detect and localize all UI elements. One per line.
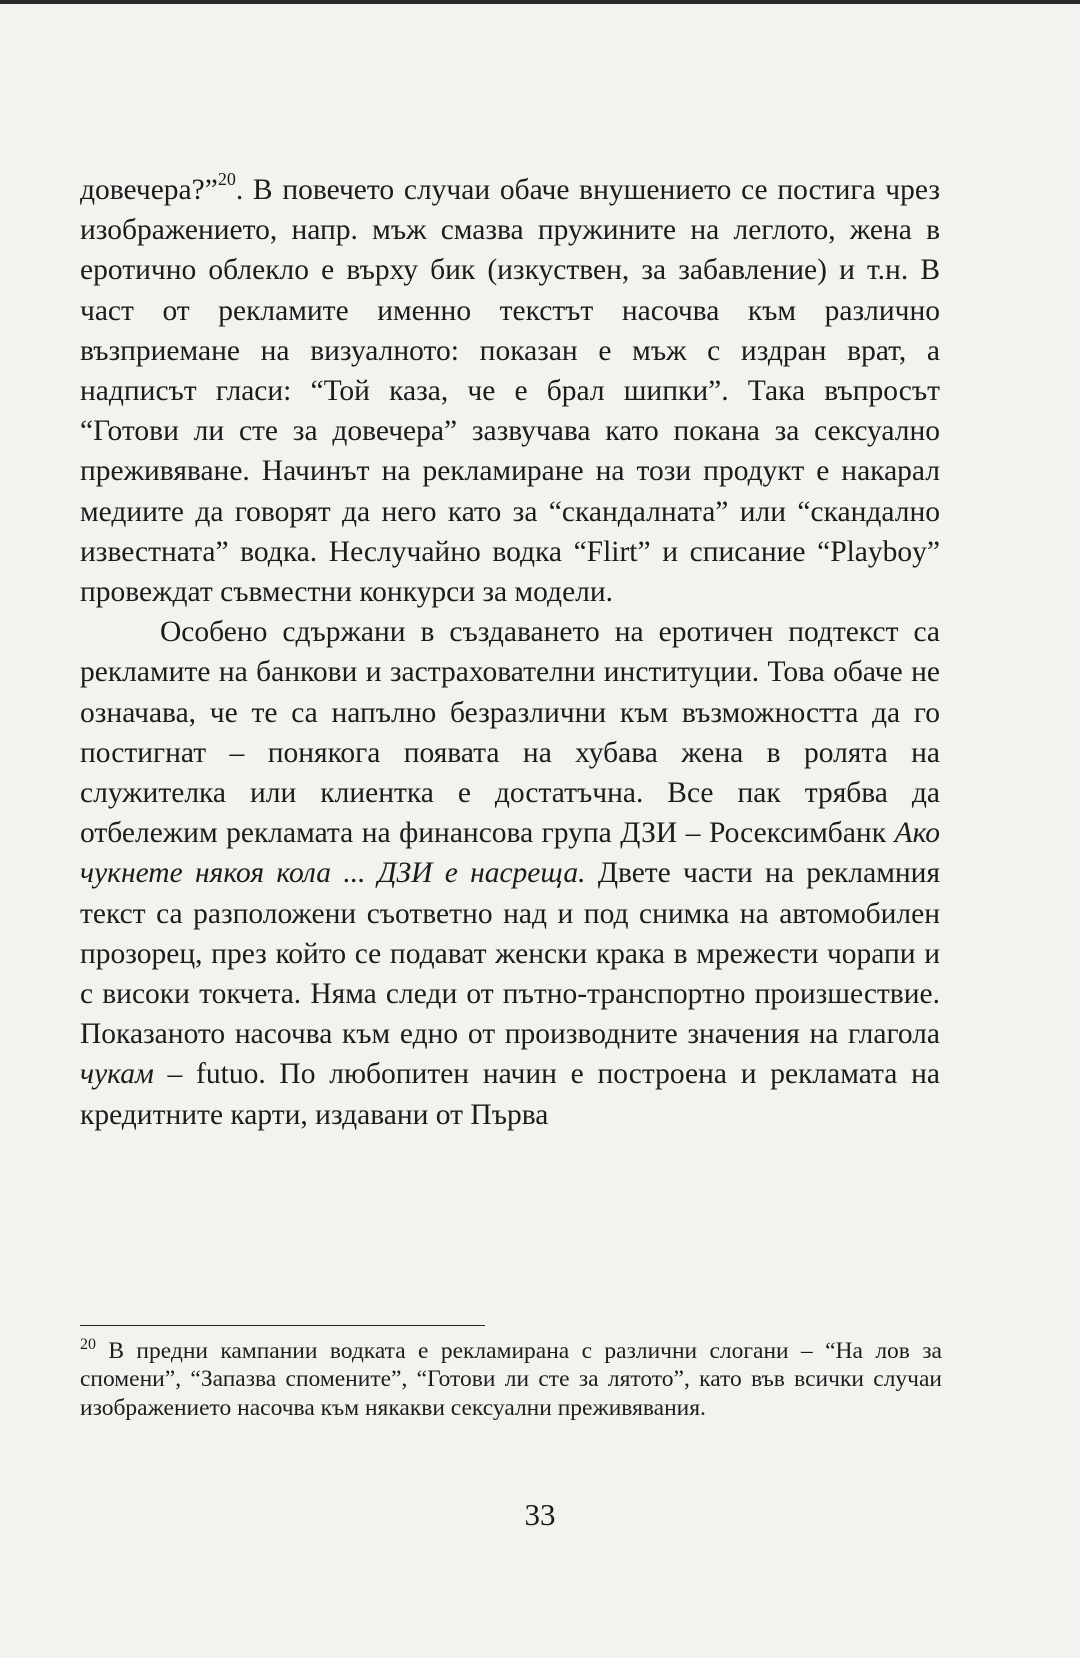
- paragraph-2-part-3: – futuo. По любопитен начин е построена и рекламата на кредитните карти, издавани от Първа: [80, 1058, 940, 1131]
- paragraph-2-part-1: Особено сдържани в създаването на еротичен подтекст са рекламите на банкови и застрахователни институции. Това обаче не означава, че те са напълно безразлични към възможността да го постигнат – понякога появата на хубава жена в ролята на служителка или клиентка е достатъчна. Все пак трябва да отбележим рекламата на финансова група ДЗИ – Росексимбанк: [80, 616, 940, 850]
- footnote-number: 20: [80, 1336, 96, 1353]
- footnote: [80, 1337, 942, 1422]
- footnote-reference: 20: [217, 169, 236, 189]
- slogan-italic: Ако чукнете някоя кола ... ДЗИ е насреща.: [80, 817, 940, 890]
- footnote-text: В предни кампании водката е рекламирана с различни слогани – “На лов за спомени”, “Запазва спомените”, “Готови ли сте за лятото”, като във всички случаи изображението насочва към някакви сексуални преживявания.: [80, 1338, 942, 1421]
- paragraph-1-text: . В повечето случаи обаче внушението се постига чрез изображението, напр. мъж смазва пружините на леглото, жена в еротично облекло е върху бик (изкуствен, за забавление) и т.н. В част от рекламите именно текстът насочва към различно възприемане на визуалното: показан е мъж с издран врат, а надписът гласи: “Той каза, че е брал шипки”. Така въпросът “Готови ли сте за довечера” зазвучава като покана за сексуално преживяване. Начинът на рекламиране на този продукт е накарал медиите да говорят да него като за “скандалната” или “скандално известната” водка. Неслучайно водка “Flirt” и списание “Playboy” провеждат съвместни конкурси за модели.: [80, 174, 940, 609]
- footnote-divider: [80, 1325, 485, 1326]
- paragraph-1: [80, 170, 940, 612]
- verb-italic: чукам: [80, 1058, 154, 1091]
- page-top-edge: [0, 0, 1080, 4]
- page-body: [80, 170, 940, 1135]
- paragraph-2: [80, 612, 940, 1135]
- page-number: 33: [524, 1497, 556, 1532]
- paragraph-1-lead: довечера?”: [80, 174, 218, 206]
- paragraph-2-part-2: Двете части на рекламния текст са разположени съответно над и под снимка на автомобилен прозорец, през който се подават женски крака в мрежести чорапи и с високи токчета. Няма следи от пътно-транспортно произшествие. Показаното насочва към едно от производните значения на глагола: [80, 857, 941, 1051]
